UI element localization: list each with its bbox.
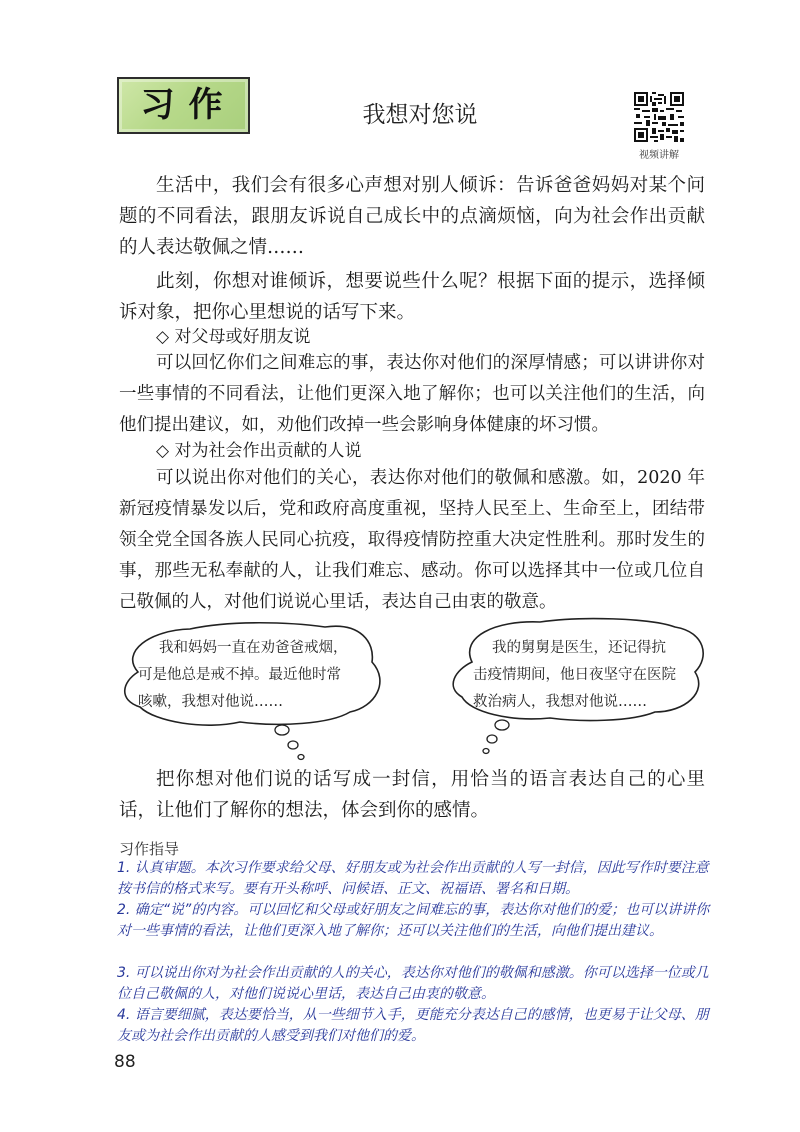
guidance-item: 3. 可以说出你对为社会作出贡献的人的关心，表达你对他们的敬佩和感激。你可以选择一位或几位自己敬佩的人，对他们说说心里话，表达自己由衷的敬意。	[117, 965, 709, 1002]
thought-dot	[275, 725, 289, 735]
section-text-parents-friends: 可以回忆你们之间难忘的事，表达你对他们的深厚情感；可以讲讲你对一些事情的不同看法，让他们更深入地了解你；也可以关注他们的生活，向他们提出建议，如，劝他们改掉一些会影响身体健康的坏习惯。	[119, 353, 705, 435]
thought-dot	[483, 749, 489, 754]
bubble-left-line: 可是他总是戒不掉。最近他时常	[138, 667, 341, 683]
bubble-right-line: 我的舅舅是医生，还记得抗	[492, 640, 666, 656]
guidance-heading: 习作指导	[119, 840, 180, 858]
thought-dot	[495, 720, 509, 730]
guidance-item: 4. 语言要细腻，表达要恰当，从一些细节入手，更能充分表达自己的感情，也更易于让父母、朋友或为社会作出贡献的人感受到我们对他们的爱。	[117, 1007, 709, 1044]
bubble-left-line: 咳嗽，我想对他说……	[138, 694, 283, 710]
section-text-contributors: 可以说出你对他们的关心，表达你对他们的敬佩和感激。如，2020 年新冠疫情暴发以后，党和政府高度重视，坚持人民至上、生命至上，团结带领全党全国各族人民同心抗疫，取得疫情防控重大决定性胜利。那时发生的事，那些无私奉献的人，让我们难忘、感动。你可以选择其中一位或几位自己敬佩的人，对他们说说心里话，表达自己由衷的敬意。	[119, 468, 705, 612]
section-badge-label: 习作	[140, 85, 237, 125]
closing-paragraph: 把你想对他们说的话写成一封信，用恰当的语言表达自己的心里话，让他们了解你的想法，体会到你的感情。	[119, 769, 705, 821]
bubble-right-text	[473, 635, 713, 716]
bubble-left-text	[138, 635, 388, 716]
thought-dot	[288, 741, 298, 749]
page-title: 我想对您说	[362, 102, 478, 128]
section-heading-parents-friends: ◇ 对父母或好朋友说	[156, 327, 311, 347]
bubble-right-line: 救治病人，我想对他说……	[473, 694, 647, 710]
guidance-item: 2. 确定“说”的内容。可以回忆和父母或好朋友之间难忘的事，表达你对他们的爱；也可以讲讲你对一些事情的看法，让他们更深入地了解你；还可以关注他们的生活，向他们提出建议。	[117, 902, 710, 939]
thought-dot	[487, 735, 497, 743]
intro-paragraph-2: 此刻，你想对谁倾诉，想要说些什么呢？根据下面的提示，选择倾诉对象，把你心里想说的话写下来。	[119, 271, 705, 323]
section-badge	[117, 77, 250, 134]
bubble-right-line: 击疫情期间，他日夜坚守在医院	[473, 667, 676, 683]
thought-dot	[298, 755, 304, 760]
guidance-item: 1. 认真审题。本次习作要求给父母、好朋友或为社会作出贡献的人写一封信，因此写作时要注意按书信的格式来写。要有开头称呼、问候语、正文、祝福语、署名和日期。	[117, 860, 709, 897]
qr-caption: 视频讲解	[639, 150, 679, 161]
section-heading-contributors: ◇ 对为社会作出贡献的人说	[156, 441, 362, 461]
qr-code-icon[interactable]	[634, 92, 684, 142]
bubble-left-line: 我和妈妈一直在劝爸爸戒烟，	[159, 640, 348, 656]
page-number: 88	[114, 1052, 136, 1072]
intro-paragraph-1: 生活中，我们会有很多心声想对别人倾诉：告诉爸爸妈妈对某个问题的不同看法，跟朋友诉说自己成长中的点滴烦恼，向为社会作出贡献的人表达敬佩之情……	[119, 175, 705, 258]
